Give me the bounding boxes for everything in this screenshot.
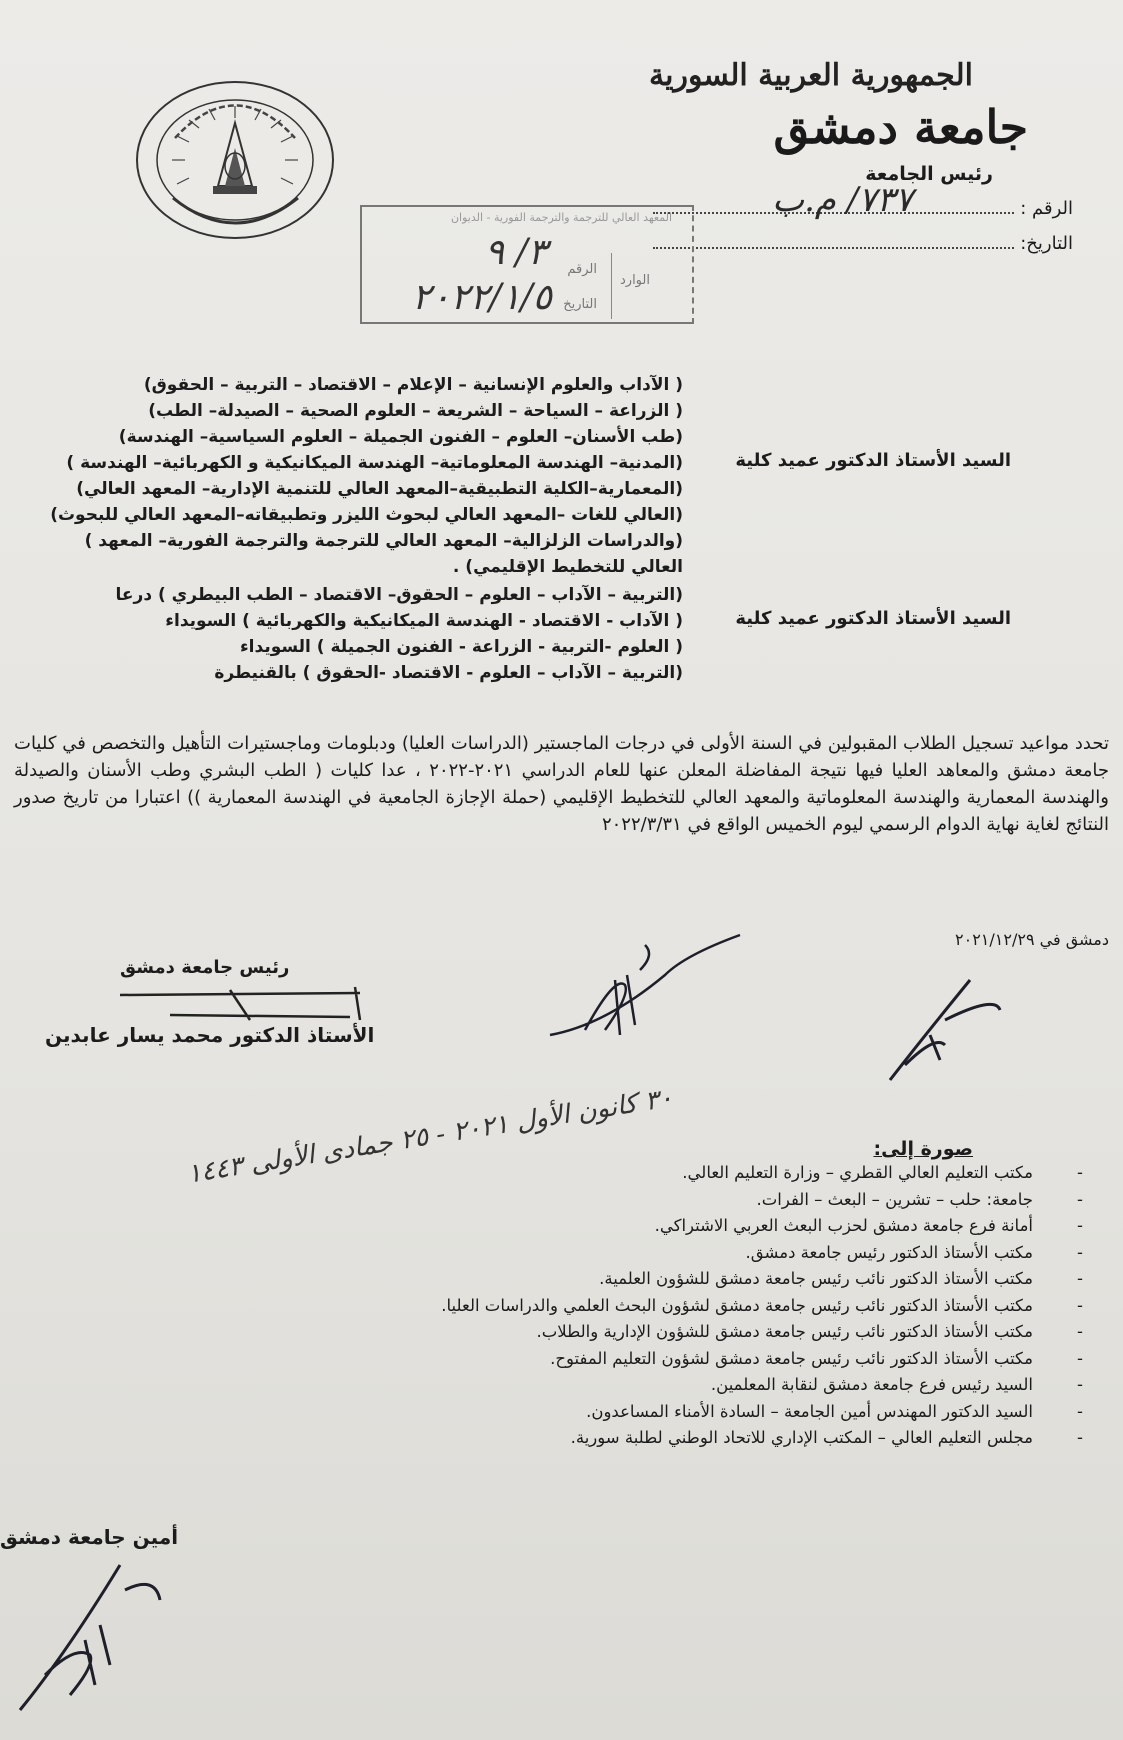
copies-label: صورة إلى: — [873, 1138, 973, 1160]
recipient-1-colleges — [43, 372, 683, 580]
stamp-inbound-cell — [611, 253, 692, 319]
college-line: (المدنية– الهندسة المعلوماتية– الهندسة الميكانيكية و الكهربائية– الهندسة ) — [66, 453, 683, 473]
signatory-name: الأستاذ الدكتور محمد يسار عابدين — [45, 1023, 375, 1047]
copy-item: - مكتب الأستاذ الدكتور رئيس جامعة دمشق. — [745, 1242, 1083, 1262]
college-line: (طب الأسنان– العلوم – الفنون الجميلة – العلوم السياسية– الهندسة) — [118, 427, 683, 447]
college-line: (التربية – الآداب – العلوم – الحقوق– الاقتصاد – الطب البيطري ) درعا — [115, 585, 683, 605]
copy-item: - أمانة فرع جامعة دمشق لحزب البعث العربي الاشتراكي. — [654, 1216, 1083, 1235]
stamp-inbound-label: الوارد — [620, 273, 650, 288]
recipient-2-colleges — [43, 582, 683, 686]
copy-item: - مكتب الأستاذ الدكتور نائب رئيس جامعة دمشق للشؤون العلمية. — [599, 1269, 1083, 1288]
copy-item: - مكتب الأستاذ الدكتور نائب رئيس جامعة دمشق للشؤون الإدارية والطلاب. — [536, 1322, 1083, 1341]
college-line: ( الآداب - الاقتصاد - الهندسة الميكانيكية والكهربائية ) السويداء — [165, 611, 683, 631]
handwritten-signature-icon — [545, 935, 745, 1045]
copy-item: - مكتب الأستاذ الدكتور نائب رئيس جامعة دمشق لشؤون التعليم المفتوح. — [550, 1348, 1083, 1368]
place-date: دمشق في ٢٠٢١/١٢/٢٩ — [955, 930, 1109, 949]
university-name: جامعة دمشق — [773, 100, 1028, 154]
stamp-date-label: التاريخ — [563, 297, 597, 312]
recipient-1-label: السيد الأستاذ الدكتور عميد كلية — [735, 450, 1011, 471]
copy-item: - السيد الدكتور المهندس أمين الجامعة – السادة الأمناء المساعدون. — [586, 1401, 1083, 1421]
office-title: رئيس الجامعة — [865, 163, 993, 185]
date-row — [653, 233, 1073, 254]
reference-handwritten: ٧٣٧/ م.ب — [772, 180, 913, 220]
treasurer-title: أمين جامعة دمشق — [0, 1525, 179, 1549]
copy-item: - مجلس التعليم العالي – المكتب الإداري للاتحاد الوطني لطلبة سورية. — [570, 1428, 1083, 1447]
stamp-header: المعهد العالي للترجمة والترجمة الفورية - الديوان — [450, 211, 672, 224]
date-dots — [653, 233, 1014, 249]
college-line: العالي للتخطيط الإقليمي) . — [452, 557, 683, 577]
date-label: التاريخ: — [1020, 233, 1073, 254]
copy-item: - جامعة: حلب – تشرين – البعث – الفرات. — [756, 1189, 1083, 1209]
reference-label: الرقم : — [1020, 198, 1073, 219]
college-line: (المعمارية–الكلية التطبيقية–المعهد العالي للتنمية الإدارية– المعهد العالي) — [76, 479, 683, 499]
copy-item: - مكتب الأستاذ الدكتور نائب رئيس جامعة دمشق لشؤون البحث العلمي والدراسات العليا. — [441, 1295, 1083, 1315]
signature-underline-icon — [110, 985, 370, 1025]
stamp-ref-label: الرقم — [567, 262, 597, 277]
stamp-ref-value: ٣/ ٩ — [484, 232, 547, 273]
college-line: ( العلوم -التربية - الزراعة - الفنون الجميلة ) السويداء — [239, 637, 683, 657]
copies-list — [441, 1160, 1083, 1452]
college-line: ( الآداب والعلوم الإنسانية – الإعلام – الاقتصاد – التربية – الحقوق) — [143, 375, 683, 395]
copy-item: - السيد رئيس فرع جامعة دمشق لنقابة المعلمين. — [710, 1375, 1083, 1394]
stamp-date-value: ٢٠٢٢/١/٥ — [411, 277, 552, 318]
signatory-title: رئيس جامعة دمشق — [120, 957, 290, 978]
college-line: (العالي للغات –المعهد العالي لبحوث الليزر وتطبيقاته–المعهد العالي للبحوث) — [50, 505, 683, 525]
incoming-stamp — [360, 205, 694, 324]
recipient-2-label: السيد الأستاذ الدكتور عميد كلية — [735, 608, 1011, 629]
initial-signature-icon — [885, 975, 1005, 1085]
treasurer-signature-icon — [15, 1545, 165, 1715]
college-line: (التربية – الآداب – العلوم - الاقتصاد -الحقوق ) بالقنيطرة — [214, 663, 683, 683]
copy-item: - مكتب التعليم العالي القطري – وزارة التعليم العالي. — [682, 1163, 1083, 1182]
college-line: ( الزراعة – السياحة – الشريعة – العلوم الصحية – الصيدلة– الطب) — [148, 401, 683, 421]
archive-handwritten-note: ٣٠ كانون الأول ٢٠٢١ - ٢٥ جمادى الأولى ١٤٤٣ — [185, 1083, 675, 1190]
university-seal-icon — [133, 78, 338, 243]
college-line: (والدراسات الزلزالية– المعهد العالي للترجمة والترجمة الفورية– المعهد ) — [84, 531, 683, 551]
body-paragraph: تحدد مواعيد تسجيل الطلاب المقبولين في السنة الأولى في درجات الماجستير (الدراسات العليا) ودبلومات وماجستيرات التأهيل والتخصص في كليات جامعة دمشق والمعاهد العليا فيها نتيجة المفاضلة المعلن عنها للعام الدراسي ٢٠٢١-٢٠٢٢ ، عدا كليات ( الطب البشري وطب الأسنان والصيدلة والهندسة المعمارية والهندسة المعلوماتية والمعهد العالي للتخطيط الإقليمي (حملة الإجازة الجامعية في الهندسة المعمارية )) اعتبارا من تاريخ صدور النتائج لغاية نهاية الدوام الرسمي ليوم الخميس الواقع في ٢٠٢٢/٣/٣١ — [14, 733, 1110, 835]
country-name: الجمهورية العربية السورية — [649, 58, 973, 93]
